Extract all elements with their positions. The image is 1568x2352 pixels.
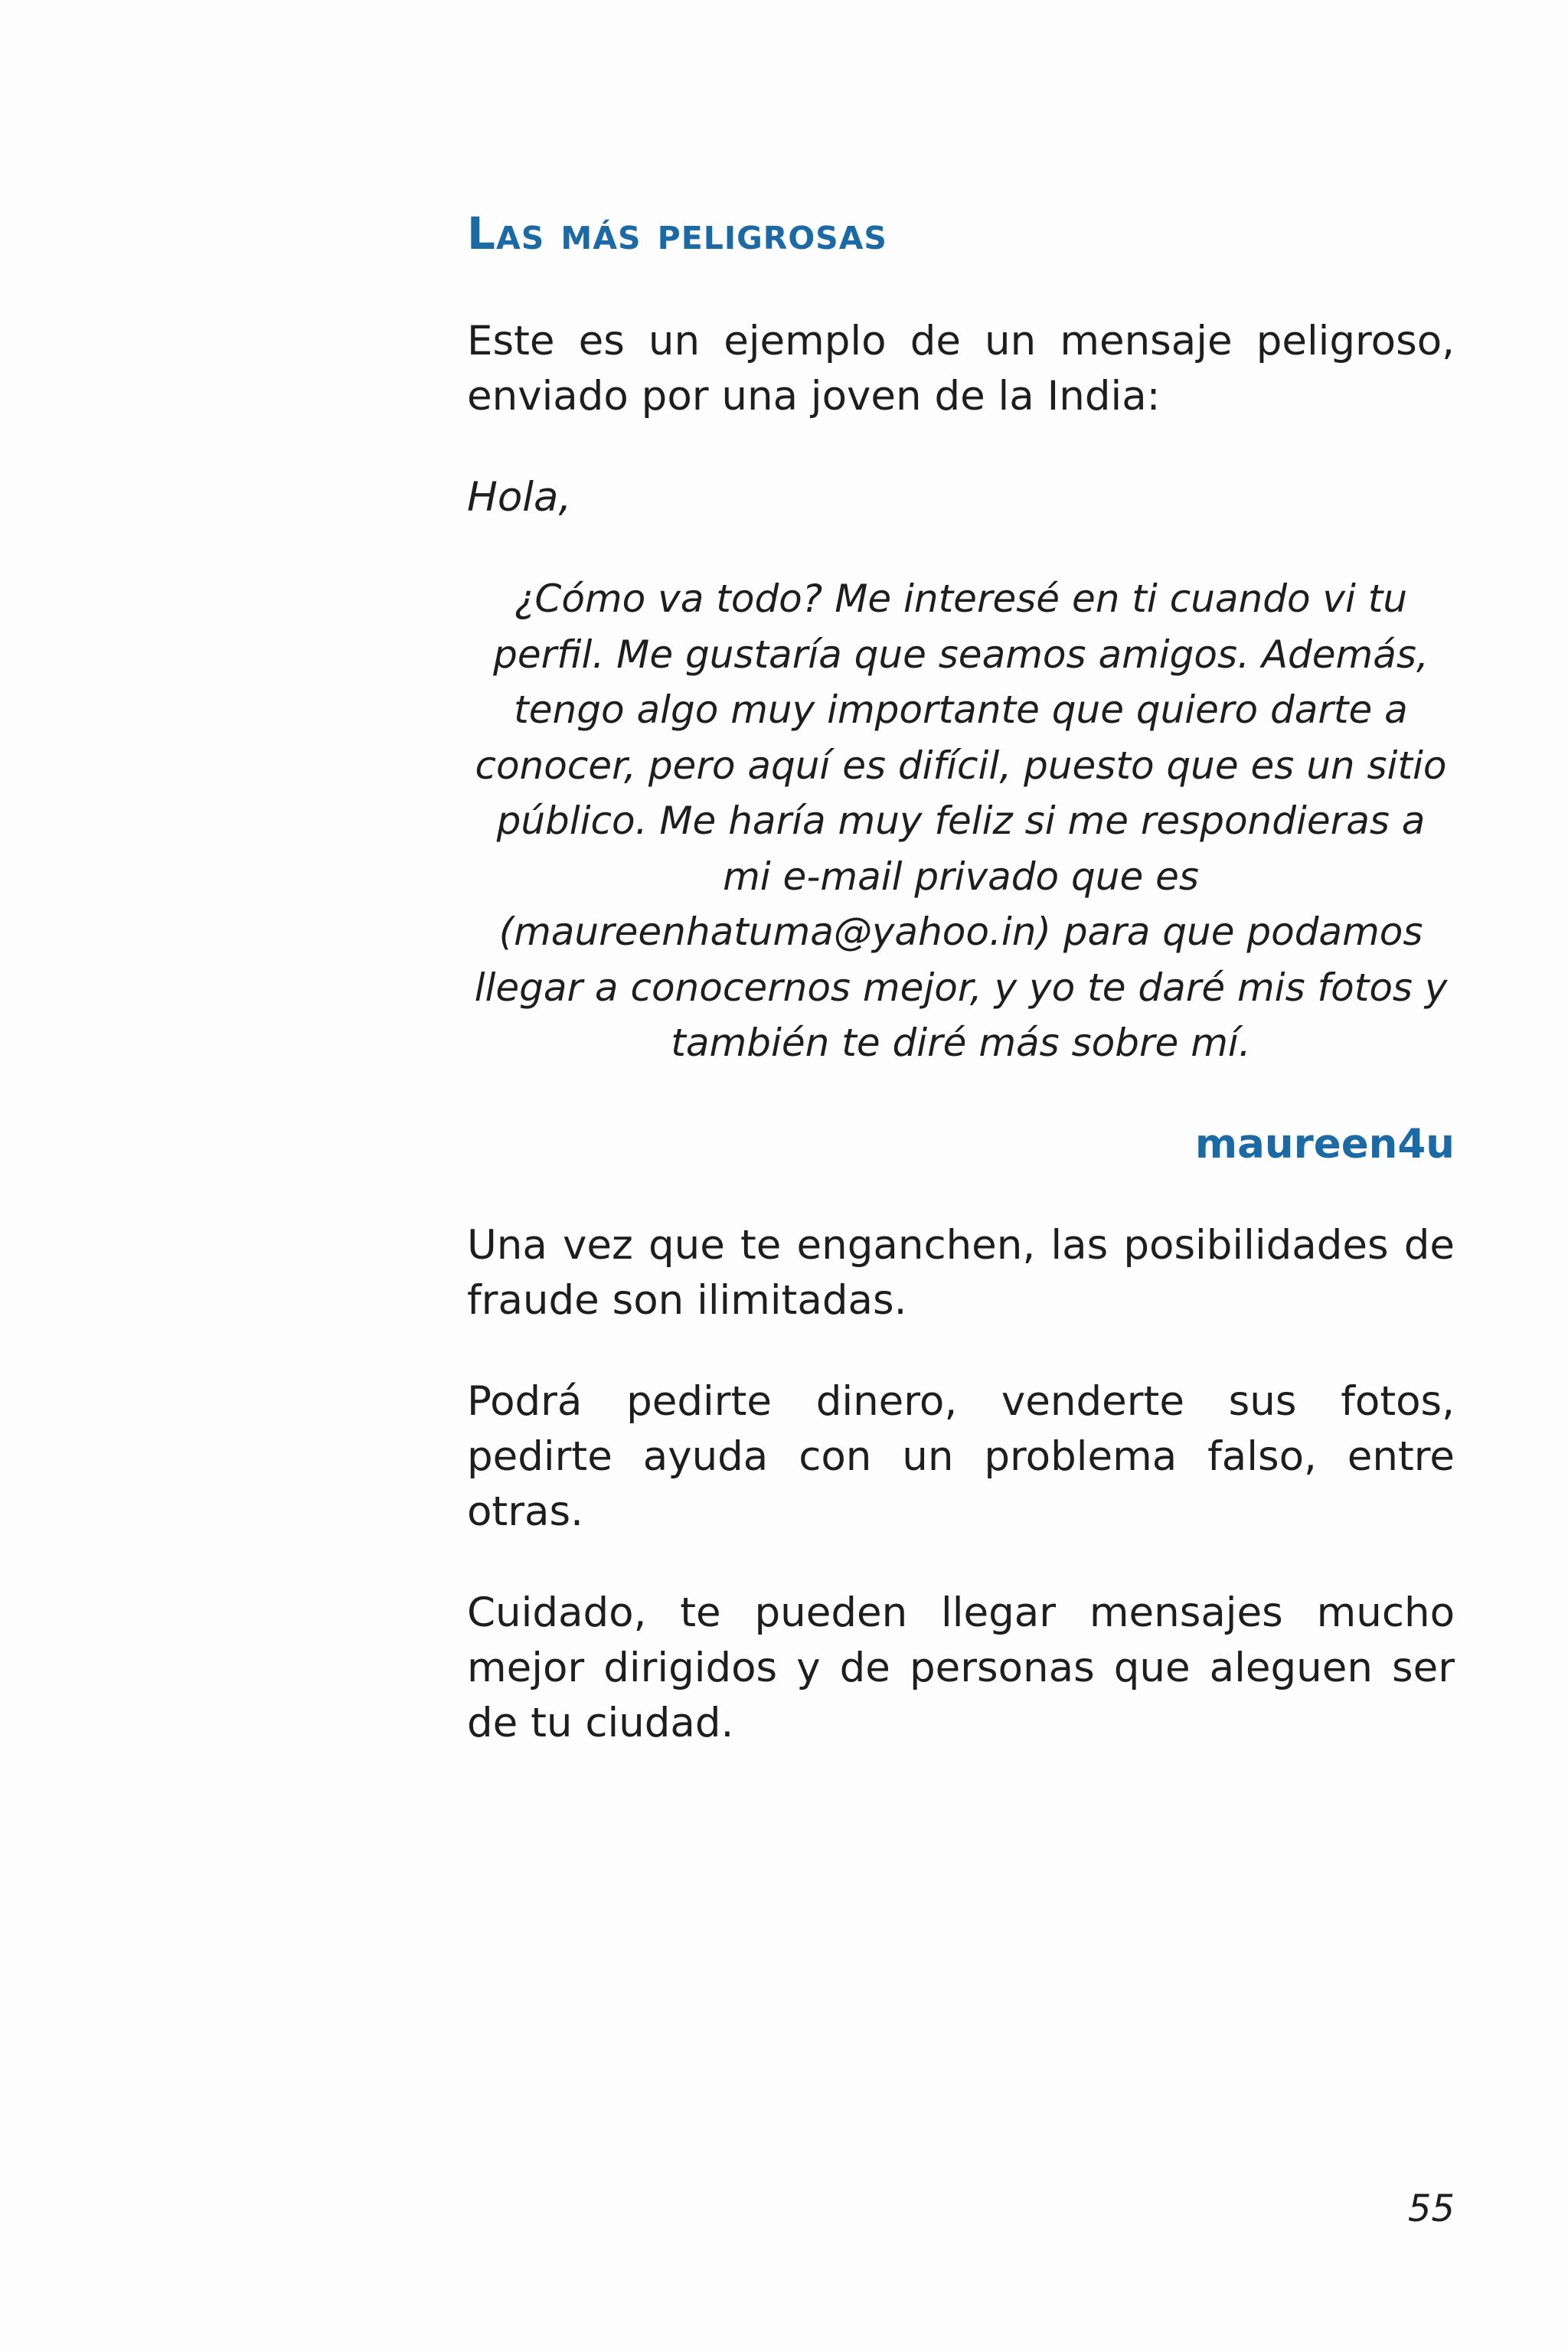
paragraph-warning: Cuidado, te pueden llegar mensajes mucho mejor dirigidos y de personas que aleguen ser de tu ciudad. (467, 1589, 1455, 1746)
page-number: 55 (1407, 2187, 1455, 2230)
paragraph-requests: Podrá pedirte dinero, venderte sus fotos, pedirte ayuda con un problema falso, entre otras. (467, 1377, 1455, 1535)
intro-paragraph: Este es un ejemplo de un mensaje peligroso, enviado por una joven de la India: (467, 318, 1455, 420)
message-body: ¿Cómo va todo? Me interesé en ti cuando vi tu perfil. Me gustaría que seamos amigos. Además, tengo algo muy importante que quiero darte a conocer, pero aquí es difícil, puesto que es un sitio público. Me haría muy feliz si me respondieras a mi e-mail privado que es (maureenhatuma@yahoo.in) para que podamos llegar a conocernos mejor, y yo te daré mis fotos y también te diré más sobre mí. (474, 577, 1448, 1065)
message-signature: maureen4u (1194, 1120, 1455, 1168)
page-content (467, 199, 1455, 1751)
paragraph-fraud: Una vez que te enganchen, las posibilidades de fraude son ilimitadas. (467, 1221, 1455, 1324)
section-heading: Las más peligrosas (467, 207, 887, 260)
message-greeting: Hola, (467, 474, 572, 521)
